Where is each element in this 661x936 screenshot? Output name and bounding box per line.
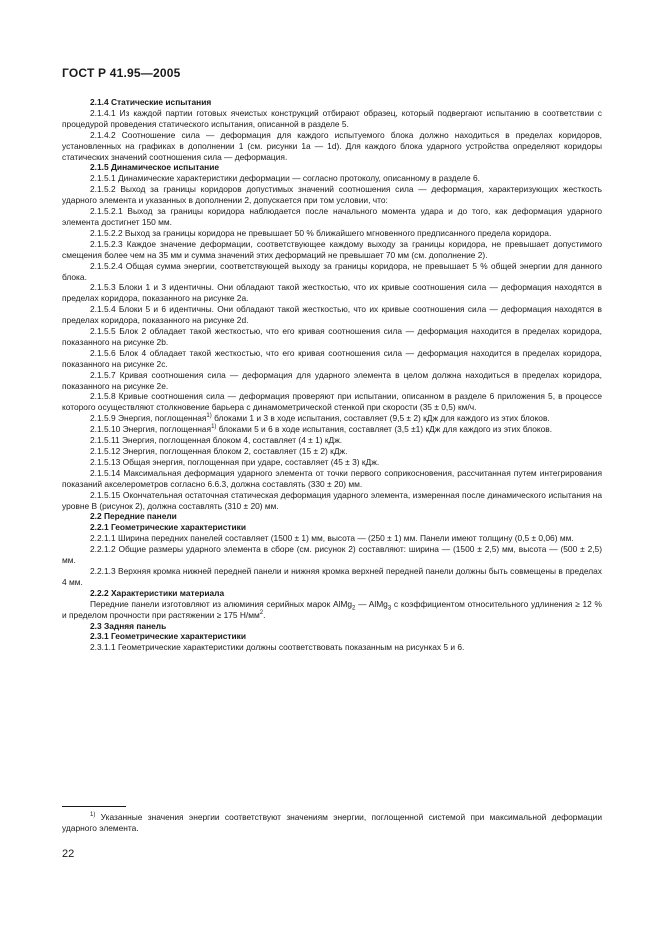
footnote-reference: 1) [206,413,212,420]
paragraph: 2.1.5.12 Энергия, поглощенная блоком 2, составляет (15 ± 2) кДж. [90,446,348,456]
footnote-divider [62,806,126,807]
page-number: 22 [62,848,75,860]
paragraph: 2.1.5.2.4 Общая сумма энергии, соответствующей выходу за границы коридора, не превышает 5 % общей энергии для данного блока. [62,260,602,282]
superscript: 2 [259,609,264,616]
paragraph-text: 2.1.5.9 Энергия, поглощенная [90,413,207,424]
footnote-marker: 1) [90,812,96,819]
paragraph: 2.1.5.2 Выход за границы коридоров допустимых значений соотношения сила — деформация, характеризующих жесткость ударного элемента и указанных в дополнении 2, допускается при том условии, что: [62,184,602,206]
document-code: ГОСТ Р 41.95—2005 [62,66,181,80]
subscript: 2 [352,605,356,612]
paragraph: 2.1.4.2 Соотношение сила — деформация для каждого испытуемого блока должно находиться в пределах коридоров, установленных на графиках в дополнении 1 (см. рисунки 1a — 1d). Для каждого блока ударного устройства определяют коридоры статических значений соотношения сила — деформация. [62,129,602,162]
section-heading: 2.3 Задняя панель [90,620,167,631]
paragraph: 2.1.4.1 Из каждой партии готовых ячеистых конструкций отбирают образец, который подвергают испытанию в соответствии с процедурой проведения статического испытания, описанной в разделе 5. [62,107,602,129]
footnote [62,812,602,834]
section-heading: 2.2 Передние панели [90,511,177,522]
paragraph-text: Передние панели изготовляют из алюминия серийных марок AlMg [90,598,353,609]
paragraph-text: с коэффициентом относительного удлинения ≥ 12 % и пределом прочности при растяжении ≥ 175 Н/мм [62,598,602,620]
paragraph: 2.3.1.1 Геометрические характеристики должны соответствовать показанным на рисунках 5 и 6. [90,642,465,653]
section-heading: 2.1.4 Статические испытания [90,97,212,107]
paragraph: 2.1.5.4 Блоки 5 и 6 идентичны. Они обладают такой жесткостью, что их кривые соотношения сила — деформация находятся в пределах коридора, показанного на рисунке 2d. [62,304,602,326]
paragraph [62,599,602,621]
paragraph [62,424,602,435]
footnote-text: Указанные значения энергии соответствуют значениям энергии, поглощенной системой при максимальной деформации ударного элемента. [62,812,602,833]
paragraph: 2.1.5.14 Максимальная деформация ударного элемента от точки первого соприкосновения, рассчитанная путем интегрирования показаний акселерометров согласно 6.6.3, должна составлять (330 ± 20) мм. [62,467,602,489]
paragraph: 2.1.5.11 Энергия, поглощенная блоком 4, составляет (4 ± 1) кДж. [90,435,343,446]
section-heading: 2.1.5 Динамическое испытание [90,162,220,173]
document-body [62,97,602,653]
paragraph: 2.1.5.8 Кривые соотношения сила — деформация проверяют при испытании, описанном в разделе 6 приложения 5, в процессе которого осуществляют столкновение барьера с динамометрической стенкой при скорости (35 ± 0,5) км/ч. [62,391,602,413]
paragraph-text: блоками 5 и 6 в ходе испытания, составляет (3,5 ±1) кДж для каждого из этих блоков. [216,424,553,435]
footnote-reference: 1) [211,424,217,431]
section-heading: 2.2.1 Геометрические характеристики [90,522,246,533]
paragraph-text: блоками 1 и 3 в ходе испытания, составляет (9,5 ± 2) кДж для каждого из этих блоков. [211,413,550,424]
paragraph [62,413,602,424]
paragraph: 2.1.5.5 Блок 2 обладает такой жесткостью, что его кривая соотношения сила — деформация находится в пределах коридора, показанного на рисунке 2b. [62,326,602,347]
paragraph: 2.1.5.15 Окончательная остаточная статическая деформация ударного элемента, измеренная после динамического испытания на уровне B (рисунок 2), должна составлять (310 ± 20) мм. [62,489,602,511]
paragraph: 2.2.1.2 Общие размеры ударного элемента в сборе (см. рисунок 2) составляют: ширина — (1500 ± 2,5) мм, высота — (500 ± 2,5) мм. [62,544,602,566]
paragraph: 2.1.5.3 Блоки 1 и 3 идентичны. Они обладают такой жесткостью, что их кривые соотношения сила — деформация находятся в пределах коридора, показанного на рисунке 2a. [62,282,602,304]
paragraph-text: . [263,609,266,620]
paragraph: 2.1.5.2.1 Выход за границы коридора наблюдается после начального момента удара и до того, как деформация ударного элемента достигнет 150 мм. [62,206,602,227]
section-heading: 2.2.2 Характеристики материала [90,587,225,598]
paragraph: 2.1.5.6 Блок 4 обладает такой жесткостью, что его кривая соотношения сила — деформация находится в пределах коридора, показанного на рисунке 2c. [62,347,602,369]
paragraph: 2.1.5.13 Общая энергия, поглощенная при ударе, составляет (45 ± 3) кДж. [90,456,380,467]
paragraph: 2.1.5.2.2 Выход за границы коридора не превышает 50 % ближайшего мгновенного предписанного предела коридора. [90,227,552,238]
paragraph: 2.2.1.1 Ширина передних панелей составляет (1500 ± 1) мм, высота — (250 ± 1) мм. Панели имеют толщину (0,5 ± 0,06) мм. [90,533,574,544]
subscript: 3 [387,605,392,612]
paragraph: 2.1.5.7 Кривая соотношения сила — деформация для ударного элемента в целом должна находиться в пределах коридора, показанного на рисунке 2e. [62,369,602,391]
paragraph-text: 2.1.5.10 Энергия, поглощенная [90,424,212,435]
section-heading: 2.3.1 Геометрические характеристики [90,631,246,642]
paragraph: 2.1.5.1 Динамические характеристики деформации — согласно протоколу, описанному в разделе 6. [90,173,480,184]
paragraph: 2.2.1.3 Верхняя кромка нижней передней панели и нижняя кромка верхней передней панели должны быть совмещены в пределах 4 мм. [62,565,602,587]
paragraph-text: — AlMg [355,598,388,609]
paragraph: 2.1.5.2.3 Каждое значение деформации, соответствующее каждому выходу за границы коридора, не превышает допустимого смещения более чем на 35 мм и сумма значений этих деформаций не превышает 70 мм (см. дополнение 2). [62,238,602,260]
